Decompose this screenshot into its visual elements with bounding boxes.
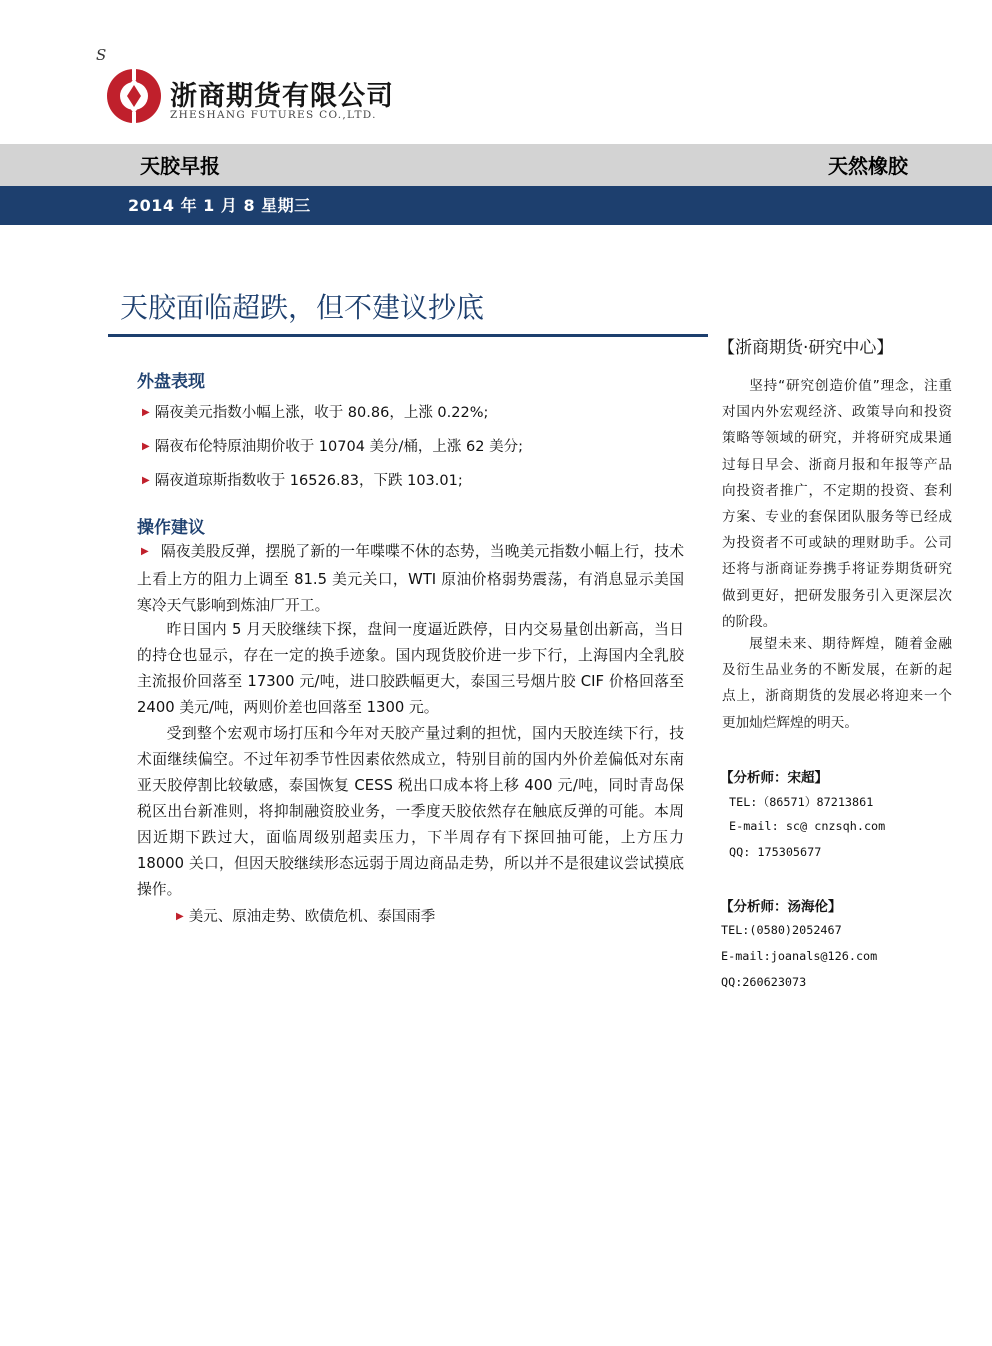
advice-paragraph-3: 受到整个宏观市场打压和今年对天胶产量过剩的担忧，国内天胶连续下行，技术面继续偏空。不过年初季节性因素依然成立，特别目前的国内外价差偏低对东南亚天胶停割比较敏感，泰国恢复 CESS 税出口成本将上移 400 元/吨，同时青岛保税区出台新准则，将抑制融资胶业务，一季度天胶依然存在触底反弹的可能。本周因近期下跌过大，面临周级别超卖压力，下半周存有下探回抽可能，上方压力 18000 关口，但因天胶继续形态远弱于周边商品走势，所以并不是很建议尝试摸底操作。 xyxy=(137,725,684,898)
analyst-label: 【分析师：宋超】 xyxy=(720,770,828,786)
bullet-arrow-icon: ▶ xyxy=(142,441,150,452)
report-date: 2014 年 1 月 8 星期三 xyxy=(128,196,311,215)
headline-rule xyxy=(108,334,708,337)
list-item: ▶ 隔夜布伦特原油期价收于 10704 美分/桶，上涨 62 美分; xyxy=(142,439,523,455)
company-logo-icon xyxy=(106,68,162,124)
analyst-tel: TEL:(0580)2052467 xyxy=(721,923,842,937)
list-item: ▶ 隔夜道琼斯指数收于 16526.83，下跌 103.01; xyxy=(142,473,463,489)
advice-paragraph-1: ▶ 隔夜美股反弹，摆脱了新的一年喋喋不休的态势，当晚美元指数小幅上行，技术上看上方的阻力上调至 81.5 美元关口，WTI 原油价格弱势震荡，有消息显示美国寒冷天气影响到炼油厂开工。 xyxy=(137,543,684,614)
analyst-email: E-mail:joanals@126.com xyxy=(721,949,878,963)
company-name-en: ZHESHANG FUTURES CO.,LTD. xyxy=(170,109,377,121)
headline: 天胶面临超跌，但不建议抄底 xyxy=(120,291,485,324)
bullet-arrow-icon: ▶ xyxy=(141,546,149,557)
list-item: ▶ 隔夜美元指数小幅上涨，收于 80.86，上涨 0.22%; xyxy=(142,405,489,421)
analyst-label: 【分析师：汤海伦】 xyxy=(720,899,842,915)
bullet-arrow-icon: ▶ xyxy=(142,475,150,486)
corner-mark: S xyxy=(96,46,107,64)
sidebar-intro-2: 展望未来、期待辉煌，随着金融及衍生品业务的不断发展，在新的起点上，浙商期货的发展必将迎来一个更加灿烂辉煌的明天。 xyxy=(722,636,952,731)
bullet-arrow-icon: ▶ xyxy=(142,407,150,418)
analyst-qq: QQ:260623073 xyxy=(721,975,807,989)
analyst-qq: QQ: 175305677 xyxy=(729,845,822,859)
analyst-email: E-mail: sc@ cnzsqh.com xyxy=(729,819,886,833)
section-heading-advice: 操作建议 xyxy=(137,518,205,538)
advice-paragraph-2: 昨日国内 5 月天胶继续下探，盘间一度逼近跌停，日内交易量创出新高，当日的持仓也显示，存在一定的换手迹象。国内现货胶价进一步下行，上海国内全乳胶主流报价回落至 17300 元/吨，进口胶跌幅更大，泰国三号烟片胶 CIF 价格回落至 2400 美元/吨，两则价差也回落至 1300 元。 xyxy=(137,621,684,716)
report-name: 天胶早报 xyxy=(140,154,220,178)
sidebar-heading: 【浙商期货·研究中心】 xyxy=(718,338,894,358)
analyst-tel: TEL:（86571）87213861 xyxy=(729,795,874,809)
bullet-arrow-icon: ▶ xyxy=(176,911,184,922)
sidebar-intro-1: 坚持“研究创造价值”理念，注重对国内外宏观经济、政策导向和投资策略等领域的研究，并将研究成果通过每日早会、浙商月报和年报等产品向投资者推广，不定期的投资、套利方案、专业的套保团队服务等已经成为投资者不可或缺的理财助手。公司还将与浙商证券携手将证券期货研究做到更好，把研发服务引入更深层次的阶段。 xyxy=(722,378,952,630)
section-heading-overseas: 外盘表现 xyxy=(137,372,205,392)
company-name-cn: 浙商期货有限公司 xyxy=(170,81,394,112)
risk-factors: ▶ 美元、原油走势、欧债危机、泰国雨季 xyxy=(176,909,436,925)
report-category: 天然橡胶 xyxy=(828,154,908,178)
